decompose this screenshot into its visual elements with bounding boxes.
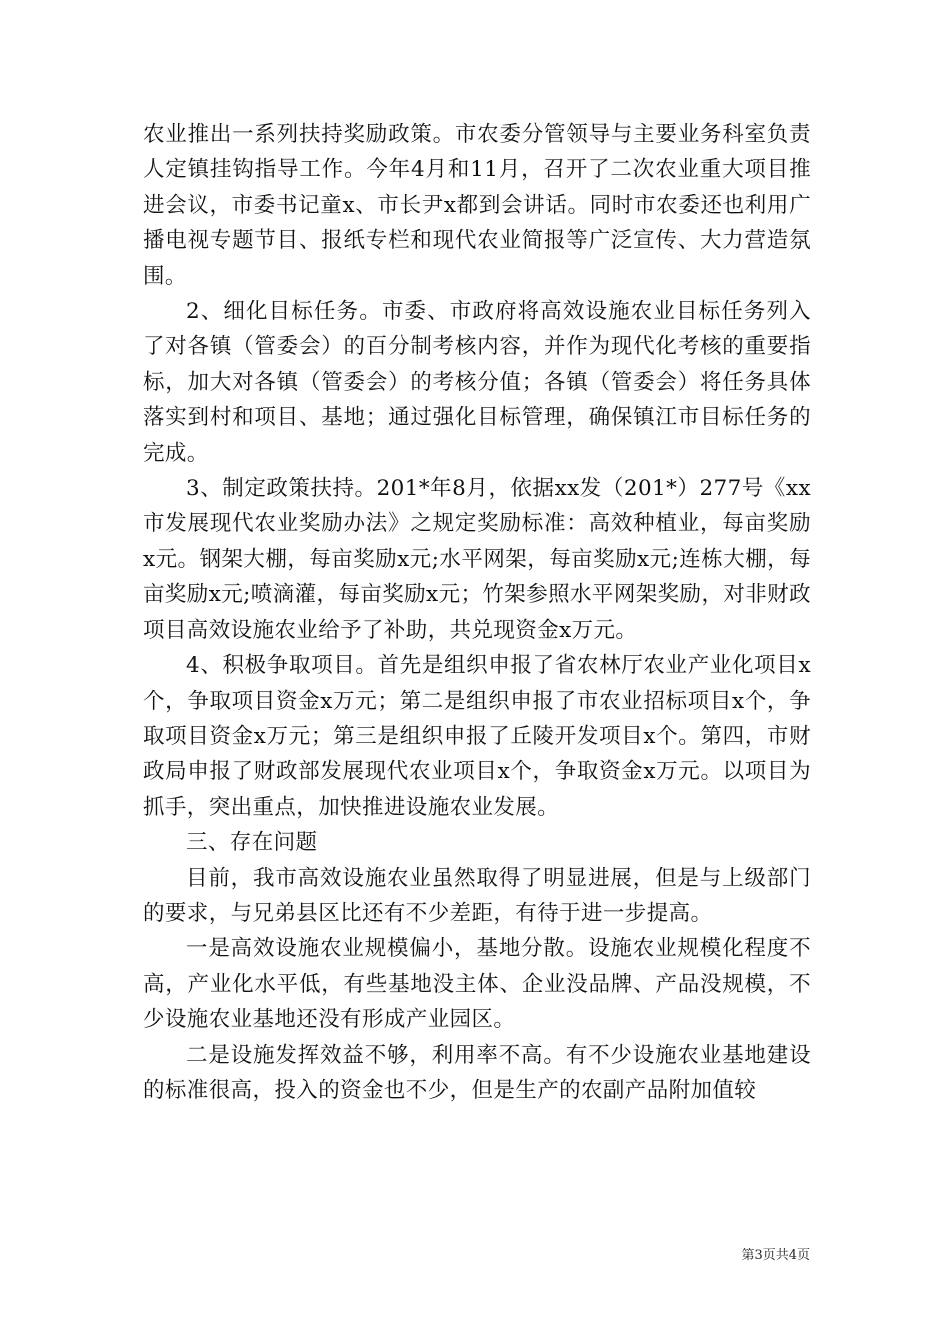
paragraph-6: 目前，我市高效设施农业虽然取得了明显进展，但是与上级部门的要求，与兄弟县区比还有不少差距，有待于进一步提高。	[143, 865, 811, 926]
paragraph-2: 2、细化目标任务。市委、市政府将高效设施农业目标任务列入了对各镇（管委会）的百分制考核内容，并作为现代化考核的重要指标，加大对各镇（管委会）的考核分值；各镇（管委会）将任务具体落实到村和项目、基地；通过强化目标管理，确保镇江市目标任务的完成。	[143, 299, 811, 466]
paragraph-3: 3、制定政策扶持。201*年8月，依据xx发（201*）277号《xx市发展现代农业奖励办法》之规定奖励标准：高效种植业，每亩奖励x元。钢架大棚，每亩奖励x元;水平网架，每亩奖励x元;连栋大棚，每亩奖励x元;喷滴灌，每亩奖励x元；竹架参照水平网架奖励，对非财政项目高效设施农业给予了补助，共兑现资金x万元。	[143, 476, 811, 643]
paragraph-4: 4、积极争取项目。首先是组织申报了省农林厅农业产业化项目x个，争取项目资金x万元；第二是组织申报了市农业招标项目x个，争取项目资金x万元；第三是组织申报了丘陵开发项目x个。第四，市财政局申报了财政部发展现代农业项目x个，争取资金x万元。以项目为抓手，突出重点，加快推进设施农业发展。	[143, 653, 811, 820]
paragraph-8: 二是设施发挥效益不够，利用率不高。有不少设施农业基地建设的标准很高，投入的资金也不少，但是生产的农副产品附加值较	[143, 1042, 811, 1103]
document-body	[143, 117, 811, 1108]
paragraph-7: 一是高效设施农业规模偏小，基地分散。设施农业规模化程度不高，产业化水平低，有些基地没主体、企业没品牌、产品没规模，不少设施农业基地还没有形成产业园区。	[143, 936, 811, 1033]
paragraph-1: 农业推出一系列扶持奖励政策。市农委分管领导与主要业务科室负责人定镇挂钩指导工作。今年4月和11月，召开了二次农业重大项目推进会议，市委书记童x、市长尹x都到会讲话。同时市农委还也利用广播电视专题节目、报纸专栏和现代农业简报等广泛宣传、大力营造氛围。	[143, 122, 811, 289]
section-heading-problems: 三、存在问题	[186, 830, 318, 856]
page-number-footer: 第3页共4页	[741, 1248, 810, 1263]
